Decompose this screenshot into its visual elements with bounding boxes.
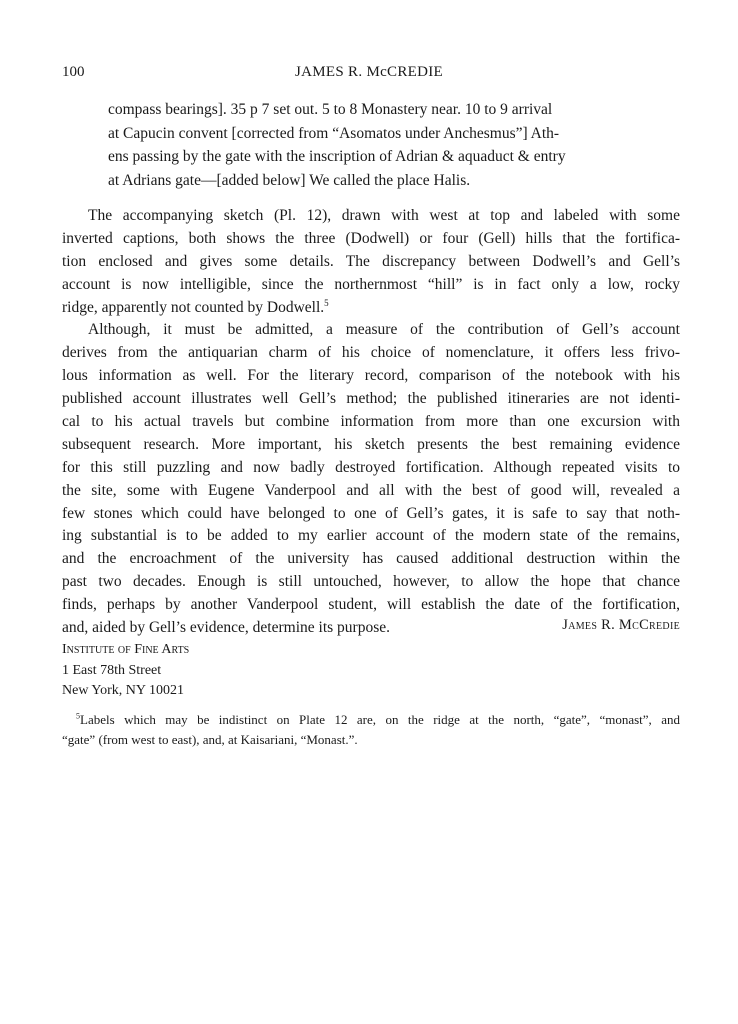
text-line: inverted captions, both shows the three (Dodwell) or four (Gell) hills that the fortifica- xyxy=(62,229,680,247)
quote-line: ens passing by the gate with the inscription of Adrian & aquaduct & entry xyxy=(108,148,566,165)
text-line: cal to his actual travels but combine information from more than one excursion with xyxy=(62,413,680,431)
institution-name: Institute of Fine Arts xyxy=(62,642,190,657)
footnote xyxy=(62,710,680,749)
text-line: The accompanying sketch (Pl. 12), drawn with west at top and labeled with some xyxy=(88,207,680,224)
body-text xyxy=(62,205,680,640)
text-line: past two decades. Enough is still untouched, however, to allow the hope that chance xyxy=(62,573,680,591)
text-line: ing substantial is to be added to my earlier account of the modern state of the remains, xyxy=(62,527,680,545)
text-line: published account illustrates well Gell’s method; the published itineraries are not identi- xyxy=(62,390,680,408)
text-line: and, aided by Gell’s evidence, determine its purpose. xyxy=(62,619,390,637)
city-state-zip: New York, NY 10021 xyxy=(62,683,184,698)
text-line: Although, it must be admitted, a measure of the contribution of Gell’s account xyxy=(88,321,680,339)
footnote-reference[interactable]: 5 xyxy=(324,297,329,308)
footnote-text: Labels which may be indistinct on Plate 12 are, on the ridge at the north, “gate”, “monast”, and xyxy=(80,712,680,727)
text-line: subsequent research. More important, his sketch presents the best remaining evidence xyxy=(62,435,680,453)
text-line: tion enclosed and gives some details. The discrepancy between Dodwell’s and Gell’s xyxy=(62,252,680,270)
text-line: and the encroachment of the university has caused additional destruction within the xyxy=(62,550,680,568)
text-line: derives from the antiquarian charm of his choice of nomenclature, it offers less frivo- xyxy=(62,344,680,362)
author-signature: James R. McCredie xyxy=(562,617,680,633)
street-address: 1 East 78th Street xyxy=(62,662,162,678)
text-line: few stones which could have belonged to one of Gell’s gates, it is safe to say that noth- xyxy=(62,504,680,522)
quote-line: at Adrians gate—[added below] We called the place Halis. xyxy=(108,171,471,189)
footnote-mark: 5 xyxy=(76,711,80,721)
author-address xyxy=(62,640,189,702)
quote-line: compass bearings]. 35 p 7 set out. 5 to 8 Monastery near. 10 to 9 arrival xyxy=(108,101,553,118)
text-line: finds, perhaps by another Vanderpool student, will establish the date of the fortification, xyxy=(62,596,680,614)
paragraph-conclusion xyxy=(62,319,680,639)
paragraph-sketch xyxy=(62,205,680,319)
text-line: account is now intelligible, since the northernmost “hill” is in fact only a low, rocky xyxy=(62,275,680,293)
page-number: 100 xyxy=(62,64,85,80)
text-line: for this still puzzling and now badly destroyed fortification. Although repeated visits to xyxy=(62,458,680,476)
footnote-line xyxy=(62,710,680,730)
footnote-line: “gate” (from west to east), and, at Kaisariani, “Monast.”. xyxy=(62,731,358,747)
text-line-content: ridge, apparently not counted by Dodwell. xyxy=(62,298,325,316)
text-line: lous information as well. For the literary record, comparison of the notebook with his xyxy=(62,367,680,385)
text-line: the site, some with Eugene Vanderpool and all with the best of good will, revealed a xyxy=(62,481,680,499)
running-head: JAMES R. McCREDIE xyxy=(294,64,444,80)
notebook-quotation xyxy=(108,98,638,192)
quote-line: at Capucin convent [corrected from “Asomatos under Anchesmus”] Ath- xyxy=(108,124,560,142)
text-line xyxy=(62,297,680,320)
